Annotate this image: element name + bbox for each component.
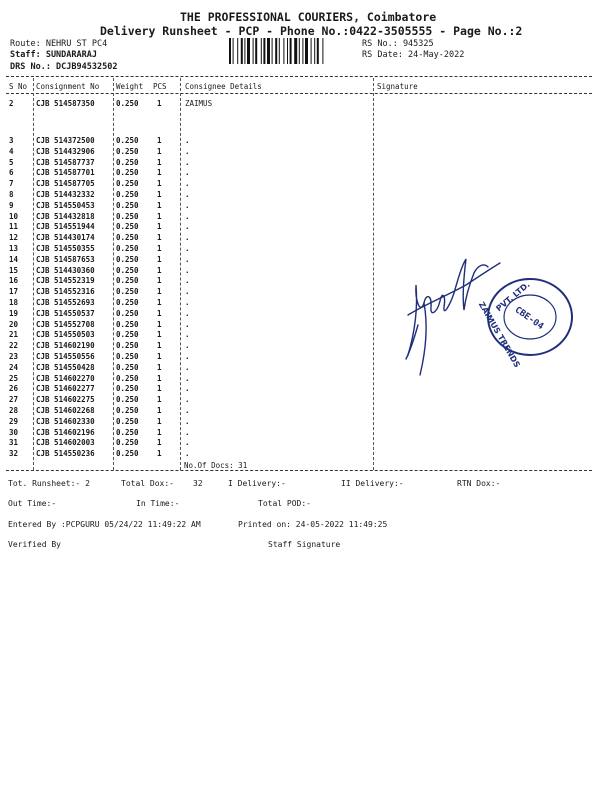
row-consignment: CJB 514587705 <box>36 179 95 189</box>
rtn-dox: RTN Dox:- <box>457 479 501 488</box>
seal-side-label: ZAIMUS TRENDS <box>476 300 522 370</box>
row-weight: 0.250 <box>116 384 139 394</box>
consignee-placeholder: . <box>185 449 190 459</box>
consignee-placeholder: . <box>185 416 190 426</box>
col-header-sno: S No <box>9 82 28 91</box>
consignee-placeholder: . <box>185 406 190 415</box>
row-sno: 21 <box>9 330 19 340</box>
row-pcs: 1 <box>157 200 162 210</box>
consignee-placeholder: . <box>185 190 190 199</box>
row-consignment: CJB 514432332 <box>36 190 95 199</box>
row-consignment: CJB 514552708 <box>36 319 95 329</box>
rs-date: RS Date: 24-May-2022 <box>362 50 465 60</box>
row-pcs: 1 <box>157 341 162 351</box>
row-consignment: CJB 514602330 <box>36 416 95 426</box>
table-bottom-rule <box>6 470 592 471</box>
col-header-consignee: Consignee Details <box>185 82 262 91</box>
row-weight: 0.250 <box>116 287 139 297</box>
row-consignment: CJB 514550428 <box>36 362 95 372</box>
row-consignment: CJB 514602003 <box>36 438 95 448</box>
signature-stamp <box>404 255 600 395</box>
in-time: In Time:- <box>136 499 180 508</box>
consignee-placeholder: . <box>185 330 190 340</box>
row-sno: 29 <box>9 416 19 426</box>
barcode-bar <box>247 38 250 64</box>
row-consignment: CJB 514550556 <box>36 352 95 361</box>
row-weight: 0.250 <box>116 330 139 340</box>
barcode-bar <box>287 38 288 64</box>
row-sno: 15 <box>9 265 19 275</box>
row-sno: 26 <box>9 384 19 394</box>
row-consignment: CJB 514551944 <box>36 222 95 232</box>
table-row <box>0 395 600 405</box>
row-weight: 0.250 <box>116 406 139 415</box>
row-weight: 0.250 <box>116 200 139 210</box>
rs-number: RS No.: 945325 <box>362 39 434 49</box>
consignee-placeholder: . <box>185 352 190 361</box>
row-sno: 20 <box>9 319 19 329</box>
row-weight: 0.250 <box>116 136 139 145</box>
row-consignment: CJB 514587701 <box>36 168 95 178</box>
table-row <box>0 428 600 438</box>
consignee-placeholder: . <box>185 276 190 286</box>
table-row <box>0 158 600 168</box>
row-consignment: CJB 514587350 <box>36 99 95 108</box>
barcode-bar <box>290 38 292 64</box>
barcode-bar <box>229 38 231 64</box>
row-weight: 0.250 <box>116 427 139 437</box>
row-pcs: 1 <box>157 298 162 307</box>
consignee-placeholder: . <box>185 319 190 329</box>
table-header-rule <box>6 93 592 94</box>
barcode-bar <box>255 38 257 64</box>
row-consignment: CJB 514602190 <box>36 341 95 351</box>
consignee-placeholder: . <box>185 373 190 383</box>
barcode-bar <box>275 38 277 64</box>
row-consignment: CJB 514587737 <box>36 157 95 167</box>
row-consignment: CJB 514550453 <box>36 200 95 210</box>
row-sno: 16 <box>9 276 19 286</box>
row-pcs: 1 <box>157 136 162 145</box>
consignee-placeholder: . <box>185 146 190 156</box>
row-consignment: CJB 514550236 <box>36 449 95 459</box>
col-header-pcs: PCS <box>153 82 167 91</box>
row-consignment: CJB 514432818 <box>36 211 95 221</box>
table-row <box>0 201 600 211</box>
table-row <box>0 222 600 232</box>
consignee-placeholder: . <box>185 438 190 448</box>
row-consignment: CJB 514602277 <box>36 384 95 394</box>
row-consignment: CJB 514432906 <box>36 146 95 156</box>
consignee-placeholder: . <box>185 200 190 210</box>
barcode-bar <box>314 38 315 64</box>
row-sno: 13 <box>9 244 19 253</box>
table-row <box>0 147 600 157</box>
row-consignment: CJB 514372500 <box>36 136 95 145</box>
table-row <box>0 233 600 243</box>
row-pcs: 1 <box>157 384 162 394</box>
table-row <box>0 417 600 427</box>
consignee-placeholder: . <box>185 136 190 145</box>
row-weight: 0.250 <box>116 99 139 108</box>
barcode-bar <box>311 38 312 64</box>
row-sno: 30 <box>9 427 19 437</box>
barcode-bar <box>267 38 270 64</box>
row-sno: 23 <box>9 352 19 361</box>
row-pcs: 1 <box>157 244 162 253</box>
total-dox-label: Total Dox:- <box>121 479 174 488</box>
row-pcs: 1 <box>157 99 162 108</box>
tot-runsheet: Tot. Runsheet:- 2 <box>8 479 90 488</box>
row-sno: 3 <box>9 136 14 145</box>
row-pcs: 1 <box>157 168 162 178</box>
row-sno: 28 <box>9 406 19 415</box>
table-row <box>0 438 600 448</box>
row-pcs: 1 <box>157 352 162 361</box>
staff-signature: Staff Signature <box>268 540 341 549</box>
row-sno: 17 <box>9 287 19 297</box>
row-weight: 0.250 <box>116 179 139 189</box>
barcode-bar <box>241 38 243 64</box>
consignee-placeholder: . <box>185 298 190 307</box>
barcode-bar <box>237 38 238 64</box>
i-delivery: I Delivery:- <box>228 479 286 488</box>
consignee-placeholder: . <box>185 287 190 297</box>
row-weight: 0.250 <box>116 276 139 286</box>
row-consignment: CJB 514602275 <box>36 395 95 405</box>
total-dox-value: 32 <box>193 479 203 488</box>
out-time: Out Time:- <box>8 499 57 508</box>
row-pcs: 1 <box>157 179 162 189</box>
row-sno: 27 <box>9 395 19 405</box>
barcode-bar <box>272 38 273 64</box>
row-pcs: 1 <box>157 319 162 329</box>
row-consignment: CJB 514587653 <box>36 254 95 264</box>
row-pcs: 1 <box>157 222 162 232</box>
row-weight: 0.250 <box>116 190 139 199</box>
row-sno: 8 <box>9 190 14 199</box>
entered-by: Entered By :PCPGURU 05/24/22 11:49:22 AM <box>8 520 201 529</box>
barcode <box>228 38 356 64</box>
consignee-placeholder: . <box>185 244 190 253</box>
consignee-placeholder: . <box>185 265 190 275</box>
consignee-placeholder: . <box>185 233 190 243</box>
barcode-bar <box>305 38 308 64</box>
printed-on: Printed on: 24-05-2022 11:49:25 <box>238 520 388 529</box>
table-row <box>0 449 600 459</box>
row-sno: 31 <box>9 438 19 448</box>
table-row <box>0 190 600 200</box>
row-weight: 0.250 <box>116 449 139 459</box>
table-row <box>0 136 600 146</box>
row-consignment: CJB 514552319 <box>36 276 95 286</box>
row-weight: 0.250 <box>116 438 139 448</box>
table-row <box>0 179 600 189</box>
barcode-bar <box>261 38 262 64</box>
row-consignment: CJB 514550537 <box>36 308 95 318</box>
row-sno: 19 <box>9 308 19 318</box>
consignee-placeholder: . <box>185 254 190 264</box>
route-label: Route: NEHRU ST PC4 <box>10 39 108 49</box>
row-pcs: 1 <box>157 449 162 459</box>
row-pcs: 1 <box>157 265 162 275</box>
row-consignment: CJB 514430174 <box>36 233 95 243</box>
row-weight: 0.250 <box>116 352 139 361</box>
consignee-placeholder: . <box>185 168 190 178</box>
row-sno: 2 <box>9 99 14 108</box>
col-header-consignment: Consignment No <box>36 82 100 91</box>
verified-by: Verified By <box>8 540 61 549</box>
row-weight: 0.250 <box>116 222 139 232</box>
consignee-placeholder: . <box>185 308 190 318</box>
row-weight: 0.250 <box>116 157 139 167</box>
barcode-bar <box>317 38 319 64</box>
consignee-placeholder: . <box>185 157 190 167</box>
row-pcs: 1 <box>157 427 162 437</box>
barcode-bar <box>233 38 234 64</box>
consignee-placeholder: . <box>185 179 190 189</box>
seal-center-label: CBE-04 <box>512 305 546 333</box>
seal-top-text <box>494 280 531 313</box>
consignee-placeholder: . <box>185 362 190 372</box>
row-consignment: CJB 514552693 <box>36 298 95 307</box>
row-weight: 0.250 <box>116 168 139 178</box>
seal-top-label: PVT. LTD. <box>494 280 532 314</box>
total-pod: Total POD:- <box>258 499 311 508</box>
row-weight: 0.250 <box>116 254 139 264</box>
company-seal <box>477 279 572 369</box>
docs-count: No.Of Docs: 31 <box>184 461 248 470</box>
barcode-bar <box>283 38 284 64</box>
consignee-placeholder: . <box>185 341 190 351</box>
row-pcs: 1 <box>157 395 162 405</box>
row-pcs: 1 <box>157 416 162 426</box>
seal-center-text <box>513 305 546 332</box>
table-row <box>0 406 600 416</box>
row-weight: 0.250 <box>116 319 139 329</box>
consignee-placeholder: . <box>185 211 190 221</box>
row-pcs: 1 <box>157 157 162 167</box>
row-consignment: CJB 514602196 <box>36 427 95 437</box>
row-pcs: 1 <box>157 287 162 297</box>
row-sno: 24 <box>9 362 19 372</box>
drs-number: DRS No.: DCJB94532502 <box>10 62 118 72</box>
row-weight: 0.250 <box>116 146 139 156</box>
runsheet-title: Delivery Runsheet - PCP - Phone No.:0422-3505555 - Page No.:2 <box>100 24 523 38</box>
barcode-bar <box>322 38 323 64</box>
row-sno: 7 <box>9 179 14 189</box>
row-pcs: 1 <box>157 373 162 383</box>
consignee-placeholder: . <box>185 384 190 394</box>
row-consignment: CJB 514550355 <box>36 244 95 253</box>
row-sno: 14 <box>9 254 19 264</box>
barcode-bar <box>299 38 300 64</box>
row-sno: 6 <box>9 168 14 178</box>
row-pcs: 1 <box>157 308 162 318</box>
row-sno: 12 <box>9 233 19 243</box>
row-weight: 0.250 <box>116 416 139 426</box>
table-row <box>0 168 600 178</box>
row-weight: 0.250 <box>116 395 139 405</box>
row-weight: 0.250 <box>116 341 139 351</box>
row-pcs: 1 <box>157 146 162 156</box>
row-pcs: 1 <box>157 438 162 448</box>
row-pcs: 1 <box>157 211 162 221</box>
row-weight: 0.250 <box>116 211 139 221</box>
row-weight: 0.250 <box>116 265 139 275</box>
barcode-bar <box>294 38 297 64</box>
row-pcs: 1 <box>157 233 162 243</box>
row-sno: 10 <box>9 211 19 221</box>
row-sno: 4 <box>9 146 14 156</box>
row-pcs: 1 <box>157 190 162 199</box>
row-sno: 25 <box>9 373 19 383</box>
col-header-weight: Weight <box>116 82 144 91</box>
col-header-signature: Signature <box>377 82 418 91</box>
row-consignment: CJB 514430360 <box>36 265 95 275</box>
row-pcs: 1 <box>157 276 162 286</box>
staff-label: Staff: SUNDARARAJ <box>10 50 97 60</box>
row-weight: 0.250 <box>116 244 139 253</box>
row-weight: 0.250 <box>116 233 139 243</box>
row-consignment: CJB 514552316 <box>36 287 95 297</box>
table-top-rule <box>6 76 592 77</box>
barcode-bar <box>279 38 280 64</box>
row-weight: 0.250 <box>116 362 139 372</box>
row-consignee: ZAIMUS <box>185 99 213 108</box>
row-sno: 5 <box>9 157 14 167</box>
row-sno: 18 <box>9 298 19 307</box>
consignee-placeholder: . <box>185 395 190 405</box>
consignee-placeholder: . <box>185 222 190 232</box>
row-weight: 0.250 <box>116 298 139 307</box>
consignee-placeholder: . <box>185 427 190 437</box>
row-pcs: 1 <box>157 254 162 264</box>
row-consignment: CJB 514602268 <box>36 406 95 415</box>
row-sno: 11 <box>9 222 19 232</box>
company-name: THE PROFESSIONAL COURIERS, Coimbatore <box>180 10 437 24</box>
barcode-bar <box>302 38 303 64</box>
table-row <box>0 244 600 254</box>
row-sno: 9 <box>9 200 14 210</box>
row-sno: 32 <box>9 449 19 459</box>
row-pcs: 1 <box>157 330 162 340</box>
row-pcs: 1 <box>157 406 162 415</box>
row-consignment: CJB 514550503 <box>36 330 95 340</box>
barcode-bar <box>263 38 265 64</box>
row-weight: 0.250 <box>116 308 139 318</box>
barcode-bar <box>253 38 254 64</box>
table-row <box>0 212 600 222</box>
row-pcs: 1 <box>157 362 162 372</box>
row-consignment: CJB 514602270 <box>36 373 95 383</box>
row-sno: 22 <box>9 341 19 351</box>
row-weight: 0.250 <box>116 373 139 383</box>
table-row <box>0 99 600 109</box>
barcode-bar <box>244 38 245 64</box>
ii-delivery: II Delivery:- <box>341 479 404 488</box>
